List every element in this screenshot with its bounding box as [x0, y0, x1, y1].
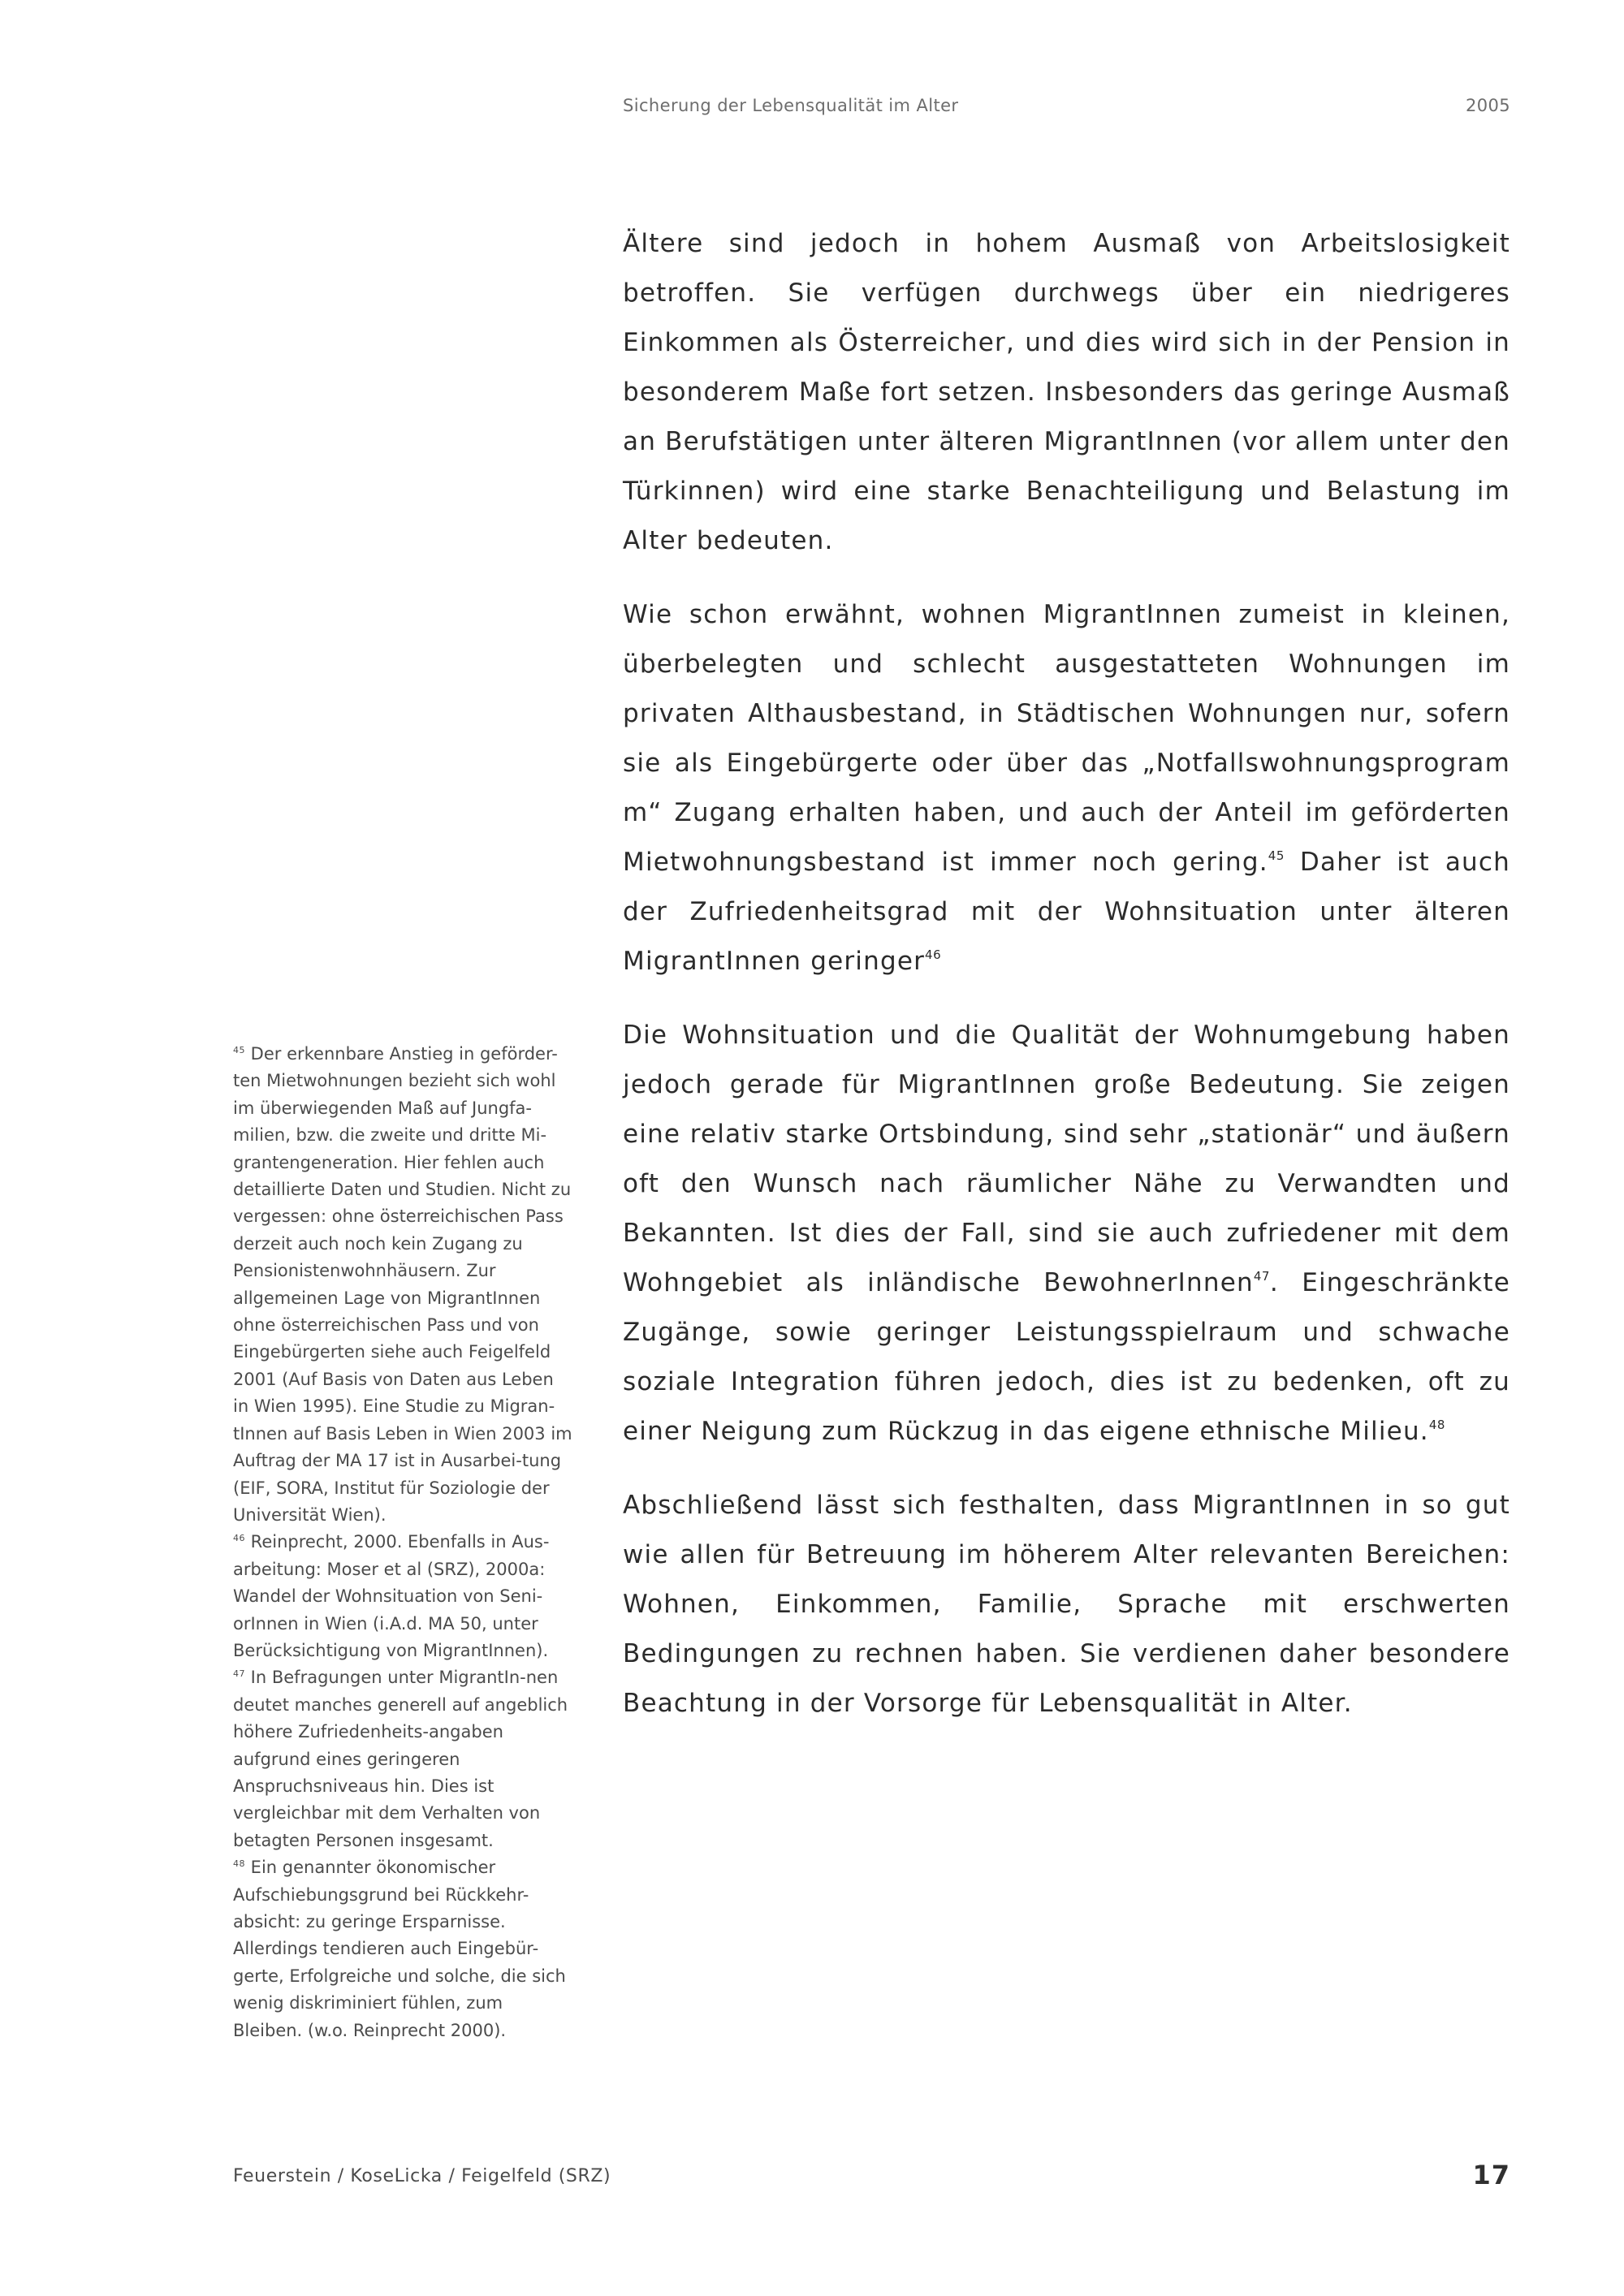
footnote-number: 46 [233, 1533, 245, 1544]
footnote [233, 1664, 574, 1854]
header-year: 2005 [1465, 96, 1510, 115]
paragraph-2 [623, 590, 1510, 986]
footnote-number: 47 [233, 1668, 245, 1680]
paragraph-2-text-b: Daher ist auch der Zufriedenheitsgrad mit der Wohnsituation unter älteren MigrantInnen geringer [623, 848, 1510, 976]
paragraph-3-text-a: Die Wohnsituation und die Qualität der Wohnumgebung haben jedoch gerade für MigrantInnen große Bedeutung. Sie zeigen eine relativ starke Ortsbindung, sind sehr „stationär“ und äußern oft den Wunsch nach räumlicher Nähe zu Verwandten und Bekannten. Ist dies der Fall, sind sie auch zufriedener mit dem Wohngebiet als inländische BewohnerInnen [623, 1021, 1510, 1297]
footnote-number: 48 [233, 1858, 245, 1870]
footnote-text: In Befragungen unter MigrantIn-nen deutet manches generell auf angeblich höhere Zufriedenheits-angaben aufgrund eines geringeren Anspruchsniveaus hin. Dies ist vergleichbar mit dem Verhalten von betagten Personen insgesamt. [233, 1668, 568, 1850]
footnote-ref-45[interactable]: 45 [1268, 848, 1285, 863]
page-number: 17 [1472, 2160, 1510, 2190]
paragraph-3-text-b: . Eingeschränkte Zugänge, sowie geringer Leistungsspielraum und schwache soziale Integration führen jedoch, dies ist zu bedenken, oft zu einer Neigung zum Rückzug in das eigene ethnische Milieu. [623, 1268, 1510, 1446]
footnote [233, 1854, 574, 2044]
footnote-text: Ein genannter ökonomischer Aufschiebungsgrund bei Rückkehr-absicht: zu geringe Ersparnisse. Allerdings tendieren auch Eingebür-gerte, Erfolgreiche und solche, die sich wenig diskriminiert fühlen, zum Bleiben. (w.o. Reinprecht 2000). [233, 1858, 566, 2040]
paragraph-1: Ältere sind jedoch in hohem Ausmaß von Arbeitslosigkeit betroffen. Sie verfügen durchwegs über ein niedrigeres Einkommen als Österreicher, und dies wird sich in der Pension in besonderem Maße fort setzen. Insbesonders das geringe Ausmaß an Berufstätigen unter älteren MigrantInnen (vor allem unter den Türkinnen) wird eine starke Benachteiligung und Belastung im Alter bedeuten. [623, 229, 1510, 555]
footnote [233, 1041, 574, 1529]
footnote-text: Der erkennbare Anstieg in geförder-ten Mietwohnungen bezieht sich wohl im überwiegenden Maß auf Jungfa-milien, bzw. die zweite und dritte Mi-grantengeneration. Hier fehlen auch detaillierte Daten und Studien. Nicht zu vergessen: ohne österreichischen Pass derzeit auch noch kein Zugang zu Pensionistenwohnhäusern. Zur allgemeinen Lage von MigrantInnen ohne österreichischen Pass und von Eingebürgerten siehe auch Feigelfeld 2001 (Auf Basis von Daten aus Leben in Wien 1995). Eine Studie zu Migran-tInnen auf Basis Leben in Wien 2003 im Auftrag der MA 17 ist in Ausarbei-tung (EIF, SORA, Institut für Soziologie der Universität Wien). [233, 1044, 572, 1525]
paragraph-2-text-a: Wie schon erwähnt, wohnen MigrantInnen zumeist in kleinen, überbelegten und schlecht ausgestatteten Wohnungen im privaten Althausbestand, in Städtischen Wohnungen nur, sofern sie als Eingebürgerte oder über das „Notfallswohnungsprogram m“ Zugang erhalten haben, und auch der Anteil im geförderten Mietwohnungsbestand ist immer noch gering. [623, 600, 1510, 877]
header-title: Sicherung der Lebensqualität im Alter [623, 96, 959, 115]
footnote-ref-46[interactable]: 46 [925, 947, 942, 962]
running-header [623, 96, 1510, 120]
footnote-number: 45 [233, 1045, 245, 1055]
footnote-ref-47[interactable]: 47 [1253, 1269, 1270, 1284]
footnote-ref-48[interactable]: 48 [1428, 1418, 1445, 1432]
main-text [623, 219, 1510, 1753]
page-footer [233, 2160, 1510, 2199]
footnote-text: Reinprecht, 2000. Ebenfalls in Aus-arbeitung: Moser et al (SRZ), 2000a: Wandel der Wohnsituation von Seni-orInnen in Wien (i.A.d. MA 50, unter Berücksichtigung von MigrantInnen). [233, 1532, 550, 1660]
footer-authors: Feuerstein / KoseLicka / Feigelfeld (SRZ) [233, 2166, 611, 2186]
footnote [233, 1529, 574, 1664]
paragraph-3 [623, 1011, 1510, 1457]
footnotes-column [233, 1041, 574, 2044]
paragraph-4: Abschließend lässt sich festhalten, dass MigrantInnen in so gut wie allen für Betreuung im höherem Alter relevanten Bereichen: Wohnen, Einkommen, Familie, Sprache mit erschwerten Bedingungen zu rechnen haben. Sie verdienen daher besondere Beachtung in der Vorsorge für Lebensqualität in Alter. [623, 1491, 1510, 1718]
